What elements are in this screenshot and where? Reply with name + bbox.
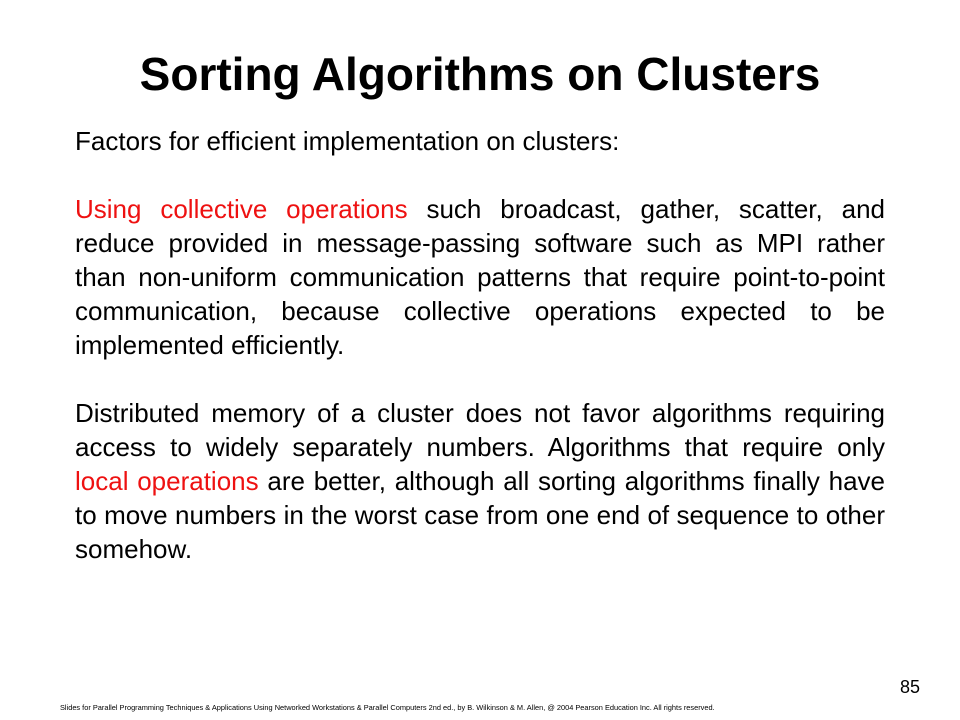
- highlight-local-operations: local operations: [75, 466, 259, 496]
- intro-text: Factors for efficient implementation on clusters:: [75, 126, 620, 156]
- highlight-collective-operations: Using collective operations: [75, 194, 408, 224]
- paragraph-collective-operations: [75, 192, 885, 362]
- slide-body: [75, 124, 885, 600]
- slide-title: Sorting Algorithms on Clusters: [139, 48, 821, 100]
- paragraph2-after: are better, although all sorting algorithms finally have to move numbers in the worst case from one end of sequence to other somehow.: [75, 466, 885, 564]
- page-number: 85: [899, 677, 920, 697]
- footer-citation: Slides for Parallel Programming Techniques & Applications Using Networked Workstations & Parallel Computers 2nd ed., by B. Wilkinson & M. Allen, @ 2004 Pearson Education Inc. All rights reserved.: [60, 703, 715, 712]
- paragraph2-before: Distributed memory of a cluster does not favor algorithms requiring access to widely separately numbers. Algorithms that require only: [75, 398, 885, 462]
- paragraph1-rest: such broadcast, gather, scatter, and reduce provided in message-passing software such as MPI rather than non-uniform communication patterns that require point-to-point communication, because collective operations expected to be implemented efficiently.: [75, 194, 885, 360]
- paragraph-distributed-memory: [75, 396, 885, 566]
